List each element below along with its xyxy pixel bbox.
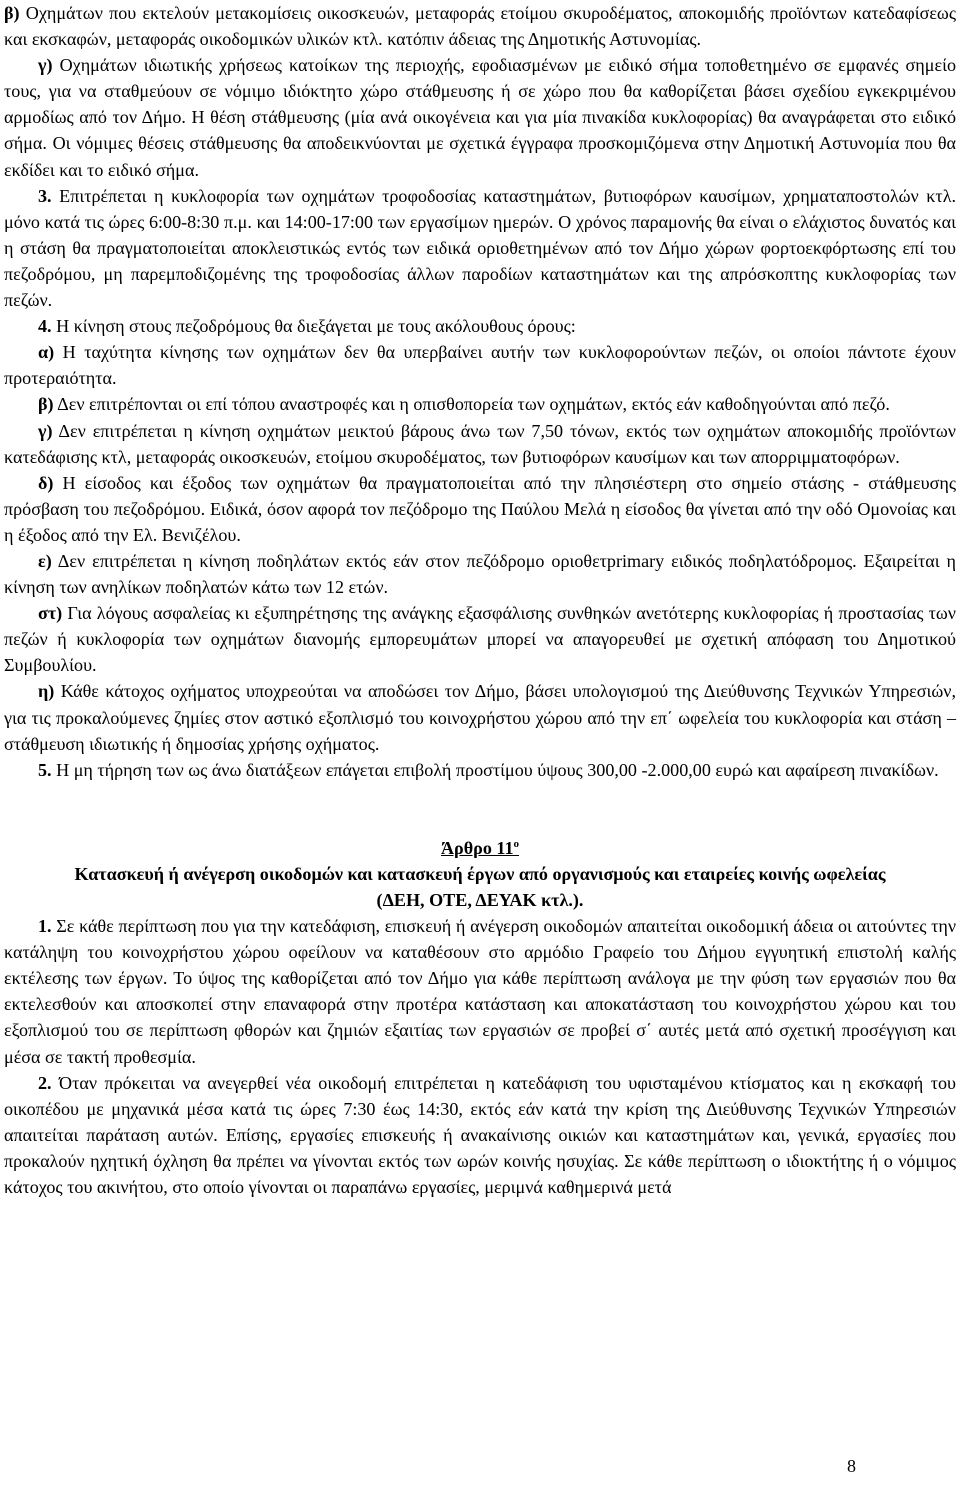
item-label: β) [4,3,20,23]
item-text: Επιτρέπεται η κυκλοφορία των οχημάτων τροφοδοσίας καταστημάτων, βυτιοφόρων καυσίμων, χρηματαποστολών κτλ. μόνο κατά τις ώρες 6:00-8:30 π.μ. και 14:00-17:00 των εργασίμων ημερών. Ο χρόνος παραμονής θα είναι ο ελάχιστος δυνατός και η στάση θα πραγματοποιείται αποκλειστικώς εντός των ειδικά οριοθετημένων από τον Δήμο χώρων φορτοεκφόρτωσης επί του πεζοδρόμου, μη παρεμποδιζομένης της τροφοδοσίας άλλων παροδίων καταστημάτων και της απρόσκοπτης κυκλοφορίας των πεζών. [4,185,956,311]
paragraph-gamma-residents [4,52,956,182]
article-heading: Κατασκευή ή ανέγερση οικοδομών και κατασκευή έργων από οργανισμούς και εταιρείες κοινής ωφελείας (ΔΕΗ, ΟΤΕ, ΔΕΥΑΚ κτλ.). [74,863,886,910]
item-text: Δεν επιτρέπεται η κίνηση ποδηλάτων εκτός εάν στον πεζόδρομο οριοθετprimary ειδικός ποδηλατόδρομος. Εξαιρείται η κίνηση των ανηλίκων ποδηλατών κάτω των 12 ετών. [4,550,956,598]
item-label: 2. [38,1072,52,1093]
paragraph-epsilon-bicycles [4,548,956,600]
paragraph-article-2 [4,1070,956,1200]
section-spacer [4,783,956,835]
item-text: Οχημάτων ιδιωτικής χρήσεως κατοίκων της περιοχής, εφοδιασμένων με ειδικό σήμα τοποθετημένο σε εμφανές σημείο τους, για να σταθμεύουν σε νόμιμο ιδιόκτητο χώρο στάθμευσης ή σε χώρο που θα καθορίζεται βάσει σχεδίου εγκεκριμένου αρμοδίως από τον Δήμο. Η θέση στάθμευσης (μία ανά οικογένεια και για μία πινακίδα κυκλοφορίας) θα αναγράφεται στο ειδικό σήμα. Οι νόμιμες θέσεις στάθμευσης θα αποδεικνύονται με σχετικά έγγραφα προσκομιζόμενα στην Δημοτική Αστυνομία που θα εκδίδει και το ειδικό σήμα. [4,55,956,180]
item-label: 3. [38,185,52,206]
item-label: δ) [38,472,54,493]
article-title-text: Άρθρο 11 [440,837,514,858]
paragraph-delta-entry-exit [4,470,956,548]
item-text: Για λόγους ασφαλείας κι εξυπηρέτησης της ανάγκης εξασφάλισης συνθηκών ανετότερης κυκλοφορίας ή προστασίας των πεζών ή κυκλοφορία των οχημάτων διανομής εμπορευμάτων μπορεί να απαγορευθεί με σχετική απόφαση του Δημοτικού Συμβουλίου. [4,603,956,676]
item-text: Η μη τήρηση των ως άνω διατάξεων επάγεται επιβολή προστίμου ύψους 300,00 -2.000,00 ευρώ και αφαίρεση πινακίδων. [51,759,939,780]
item-text: Δεν επιτρέπεται η κίνηση οχημάτων μεικτού βάρους άνω των 7,50 τόνων, εκτός των οχημάτων αποκομιδής προϊόντων κατεδάφισης κτλ, μεταφοράς οικοσκευών, ετοίμου σκυροδέματος, των βυτιοφόρων καυσίμων και των απορριμματοφόρων. [4,420,956,467]
paragraph-beta-reversing [4,391,956,417]
page-number: 8 [847,1456,856,1476]
item-text: Η κίνηση στους πεζοδρόμους θα διεξάγεται με τους ακόλουθους όρους: [51,316,576,337]
item-text: Η είσοδος και έξοδος των οχημάτων θα πραγματοποιείται από την πλησιέστερη στο σημείο στάσης - στάθμευσης πρόσβαση του πεζοδρόμου. Ειδικά, όσον αφορά τον πεζόδρομο της Παύλου Μελά η είσοδος θα γίνεται από την οδό Ομονοίας και η έξοδος από την Ελ. Βενιζέλου. [4,472,956,545]
item-text: Δεν επιτρέπονται οι επί τόπου αναστροφές και η οπισθοπορεία των οχημάτων, εκτός εάν καθοδηγούνται από πεζό. [53,394,890,415]
item-text: Κάθε κάτοχος οχήματος υποχρεούται να αποδώσει τον Δήμο, βάσει υπολογισμού της Διεύθυνσης Τεχνικών Υπηρεσιών, για τις προκαλούμενες ζημίες στον αστικό εξοπλισμό του κοινοχρήστου χώρου από την επ΄ ωφελεία του κυκλοφορία και στάση – στάθμευση ιδιωτικής ή δημοσίας χρήσης οχήματος. [4,681,956,754]
paragraph-gamma-weight [4,418,956,470]
item-label: η) [38,681,55,702]
paragraph-eta-damages [4,678,956,756]
item-label: 4. [38,316,52,337]
item-text: Η ταχύτητα κίνησης των οχημάτων δεν θα υπερβαίνει αυτήν των κυκλοφορούντων πεζών, οι οποίοι πάντοτε έχουν προτεραιότητα. [4,342,956,389]
item-label: στ) [38,603,63,624]
item-label: γ) [38,420,53,441]
item-label: β) [38,394,54,415]
paragraph-alpha-speed [4,339,956,391]
paragraph-beta-vehicles [4,0,956,52]
paragraph-article-1 [4,913,956,1070]
document-body [4,0,956,1200]
item-text: Οχημάτων που εκτελούν μετακομίσεις οικοσκευών, μεταφοράς ετοίμου σκυροδέματος, αποκομιδής προϊόντων κατεδαφίσεως και εκσκαφών, μεταφοράς οικοδομικών υλικών κτλ. κατόπιν άδειας της Δημοτικής Αστυνομίας. [4,3,956,50]
item-label: 1. [38,916,52,937]
paragraph-4-pedestrian-movement [4,313,956,339]
article-title [4,835,956,861]
paragraph-st-safety [4,600,956,678]
paragraph-3-supply-vehicles [4,183,956,313]
item-label: α) [38,342,55,363]
item-label: γ) [38,55,53,76]
item-text: Όταν πρόκειται να ανεγερθεί νέα οικοδομή επιτρέπεται η κατεδάφιση του υφισταμένου κτίσματος και η εκσκαφή του οικοπέδου με μηχανικά μέσα κατά τις ώρες 7:30 έως 14:30, εκτός εάν κατά την κρίση της Διεύθυνσης Τεχνικών Υπηρεσιών απαιτείται παράταση αυτών. Επίσης, εργασίες επισκευής ή ανακαίνισης οικιών και καταστημάτων και, γενικά, εργασίες που προκαλούν ηχητική όχληση θα πρέπει να γίνονται εκτός των ωρών κοινής ησυχίας. Σε κάθε περίπτωση ο ιδιοκτήτης ή ο νόμιμος κάτοχος του ακινήτου, στο οποίο γίνονται οι παραπάνω εργασίες, μεριμνά καθημερινά μετά [4,1072,956,1198]
paragraph-5-fines [4,757,956,783]
item-text: Σε κάθε περίπτωση που για την κατεδάφιση, επισκευή ή ανέγερση οικοδομών απαιτείται οικοδομική άδεια οι αιτούντες την κατάληψη του κοινοχρήστου χώρου οφείλουν να καταθέσουν στο αρμόδιο Γραφείο του Δήμου εγγυητική επιστολή καλής εκτέλεσης των έργων. Το ύψος της καθορίζεται από τον Δήμο για κάθε περίπτωση ανάλογα με την φύση των εργασιών που θα εκτελεσθούν και αποσκοπεί στην επαναφορά στην προτέρα κατάσταση και αποκατάσταση του κοινοχρήστου χώρου και του εξοπλισμού του σε περίπτωση φθορών και ζημιών εξαιτίας των εργασιών σε προβεί σ΄ αυτές μετά από σχετική προσέγγιση και μέσα σε τακτή προθεσμία. [4,916,956,1067]
item-label: 5. [38,759,52,780]
article-title-ordinal: ο [513,837,520,850]
item-label: ε) [38,550,52,571]
